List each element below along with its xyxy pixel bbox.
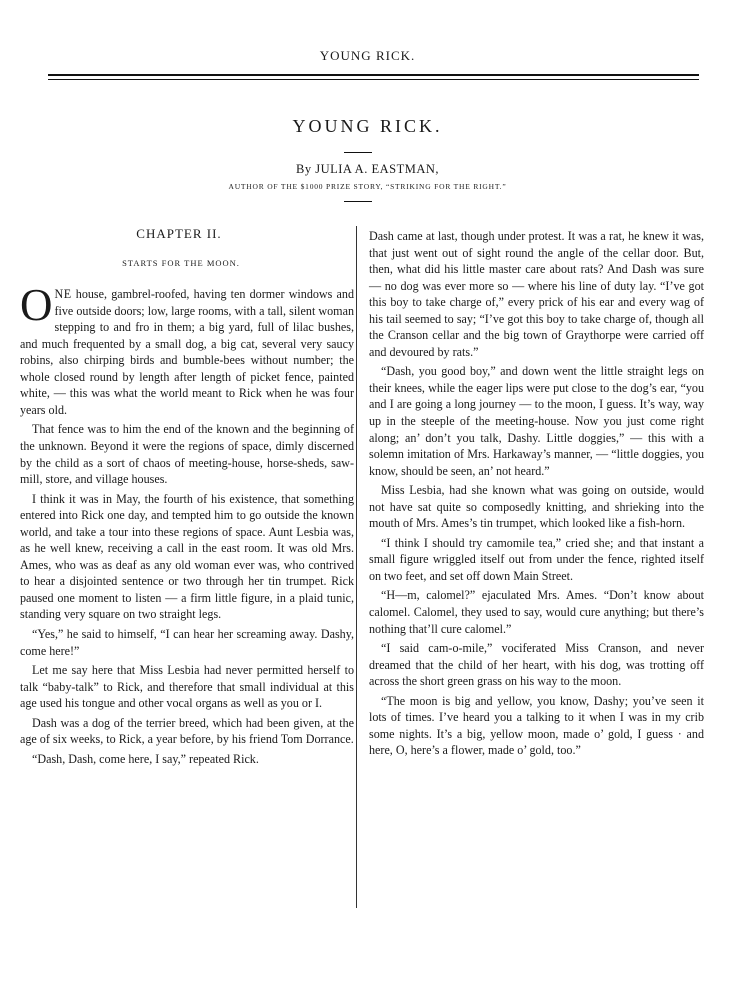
paragraph: Dash came at last, though under protest. It was a rat, he knew it was, that just went out of sight round the angle of the cellar door. But, then, what did his little master care about rats? And Dash was sure — no dog was ever more so — where his line of duty lay. “I’ve got this boy to take charge of,” every prick of his ear and every wag of his tail seemed to say; “I’ve got this boy to take charge of, though all the Cranson cellar and the big town of Graythorpe were carried off and devoured by rats.” [369, 229, 704, 359]
drop-cap: O [20, 280, 53, 331]
paragraph [20, 280, 354, 418]
running-head: YOUNG RICK. [319, 48, 416, 63]
article-title: YOUNG RICK. [292, 116, 443, 136]
paragraph: “Yes,” he said to himself, “I can hear her screaming away. Dashy, come here!” [20, 627, 354, 658]
paragraph: I think it was in May, the fourth of his existence, that something entered into Rick one day, and tempted him to go outside the known world, and take a tour into these regions of space. Aunt Lesbia was, as he well knew, receiving a call in the east room. It was old Mrs. Ames, who was as deaf as any old woman ever was, who contrived to hear a disjointed sentence or two through her tin trumpet. Rick paused one moment to listen — a firm little figure, in a plaid tunic, standing very square on two straight legs. [20, 491, 354, 622]
byline-rule [344, 201, 372, 202]
header-rule-thin [48, 79, 699, 80]
author-note: AUTHOR OF THE $1000 PRIZE STORY, “STRIKING FOR THE RIGHT.” [228, 182, 507, 191]
paragraph: Miss Lesbia, had she known what was going on outside, would not have sat quite so composedly knitting, and shrieking into the mouth of Mrs. Ames’s tin trumpet, which looked like a fish-horn. [369, 483, 704, 531]
left-column [20, 226, 354, 767]
paragraph: “I said cam-o-mile,” vociferated Miss Cranson, and never dreamed that the child of her heart, with his dog, was trotting off across the short green grass on his way to the moon. [369, 641, 704, 689]
chapter-subheading: STARTS FOR THE MOON. [122, 257, 240, 268]
first-word: NE [54, 287, 72, 302]
chapter-heading: CHAPTER II. [136, 226, 222, 241]
right-column [369, 228, 704, 759]
paragraph: That fence was to him the end of the known and the beginning of the unknown. Beyond it were the regions of space, dimly discerned by the child as a sort of chaos of meeting-house, horse-sheds, saw-mill, store, and village houses. [20, 422, 354, 487]
paragraph: Dash was a dog of the terrier breed, which had been given, at the age of six weeks, to Rick, a year before, by his friend Tom Dorrance. [20, 715, 354, 747]
paragraph: Let me say here that Miss Lesbia had never permitted herself to talk “baby-talk” to Rick, and therefore that small individual at this age used his tongue and other vocal organs as well as you or I. [20, 663, 354, 711]
header-rule-thick [48, 74, 699, 76]
title-rule [344, 152, 372, 153]
paragraph: “Dash, Dash, come here, I say,” repeated Rick. [32, 751, 259, 766]
byline: By JULIA A. EASTMAN, [296, 162, 439, 176]
paragraph: “H—m, calomel?” ejaculated Mrs. Ames. “Don’t know about calomel. Calomel, they used to say, would cure anything; but there’s nothing that’ll cure calomel.” [369, 588, 704, 636]
paragraph: “I think I should try camomile tea,” cried she; and that instant a small figure wriggled itself out from under the fence, righted itself on two feet, and set off down Main Street. [369, 535, 704, 583]
paragraph: “Dash, you good boy,” and down went the little straight legs on their knees, while the eager lips were put close to the dog’s ear, “you and I are going a long journey — to the moon, I guess. It’s way, way up in the steeple of the meeting-house. Now you just come right along; an’ don’t you talk, Dashy. Little doggies,” — this with a solemn imitation of Mrs. Harkaway’s manner, — “little doggies, you know, should be seen, an’ not heard.” [369, 364, 704, 478]
paragraph-text: house, gambrel-roofed, having ten dormer windows and five outside doors; low, large rooms, with a tall, silent woman stepping to and fro in them; a big yard, full of lilac bushes, and much frequented by a small dog, a big cat, several very saucy robins, also chirping birds and bumble-bees without number; the whole closed round by length after length of picket fence, painted white, — this was what the world meant to Rick when he was four years old. [20, 287, 354, 417]
paragraph: “The moon is big and yellow, you know, Dashy; you’ve seen it lots of times. I’ve heard you a talking to it when I was in my crib some nights. It’s a big, yellow moon, made o’ gold, I guess · and here, O, here’s a flower, made o’ gold, too.” [369, 693, 704, 758]
column-divider [356, 226, 357, 908]
